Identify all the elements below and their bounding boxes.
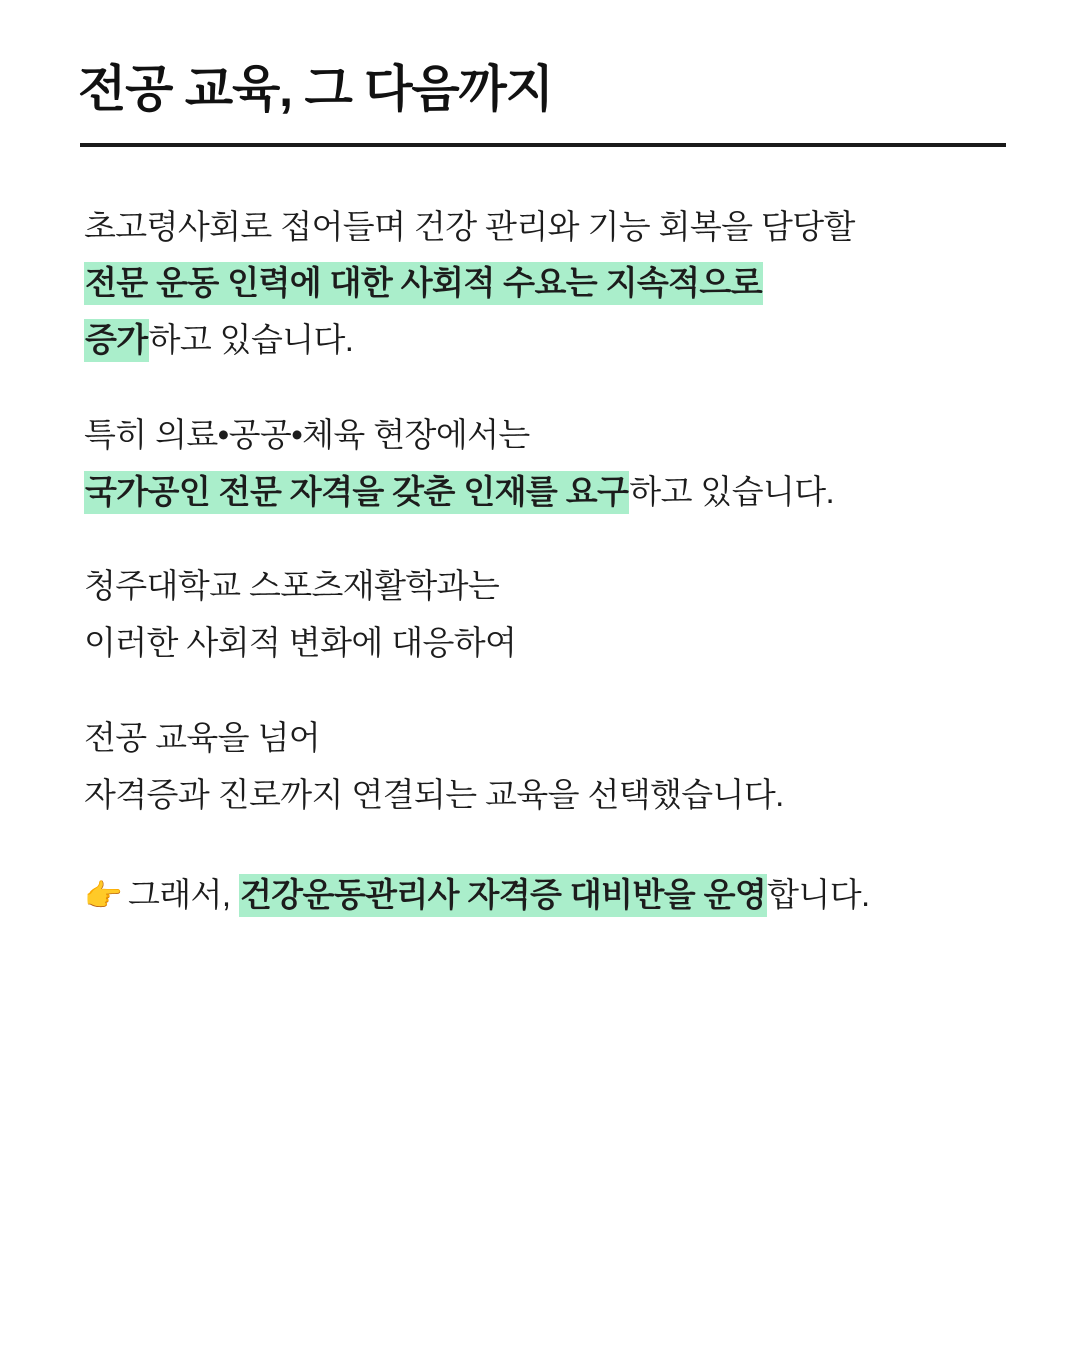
paragraph-2	[84, 407, 1002, 521]
text-span: 특히 의료•공공•체육 현장에서는	[84, 415, 530, 453]
text-line	[84, 767, 1002, 824]
paragraph-1	[84, 199, 1002, 369]
paragraph-5	[84, 867, 1002, 924]
highlighted-text: 전문 운동 인력에 대한 사회적 수요는 지속적으로	[84, 262, 763, 305]
highlighted-text: 증가	[84, 319, 149, 362]
highlighted-text: 국가공인 전문 자격을 갖춘 인재를 요구	[84, 471, 629, 514]
body-content	[78, 199, 1002, 925]
text-line	[84, 615, 1002, 672]
text-line	[84, 867, 1002, 924]
text-span: 그래서,	[128, 876, 239, 914]
text-span: 합니다.	[767, 876, 870, 914]
text-line	[84, 199, 1002, 256]
text-span: 전공 교육을 넘어	[84, 718, 321, 756]
text-line	[84, 312, 1002, 369]
text-span: 하고 있습니다.	[148, 321, 354, 358]
text-line	[84, 710, 1002, 767]
text-line	[84, 255, 1002, 312]
text-span: 자격증과 진로까지 연결되는 교육을 선택했습니다.	[84, 775, 784, 813]
title-divider	[80, 143, 1006, 147]
text-span: 초고령사회로 접어들며 건강 관리와 기능 회복을 담당할	[84, 207, 855, 245]
text-span: 하고 있습니다.	[629, 472, 835, 510]
pointing-hand-icon: 👉	[84, 878, 122, 914]
page-title: 전공 교육, 그 다음까지	[78, 61, 553, 117]
text-line	[84, 464, 1002, 521]
highlighted-text: 건강운동관리사 자격증 대비반을 운영	[239, 874, 767, 917]
text-span: 이러한 사회적 변화에 대응하여	[84, 624, 517, 661]
paragraph-3	[84, 558, 1002, 672]
text-line	[84, 407, 1002, 464]
text-line	[84, 558, 1002, 615]
paragraph-4	[84, 710, 1002, 824]
text-span: 청주대학교 스포츠재활학과는	[84, 567, 500, 605]
